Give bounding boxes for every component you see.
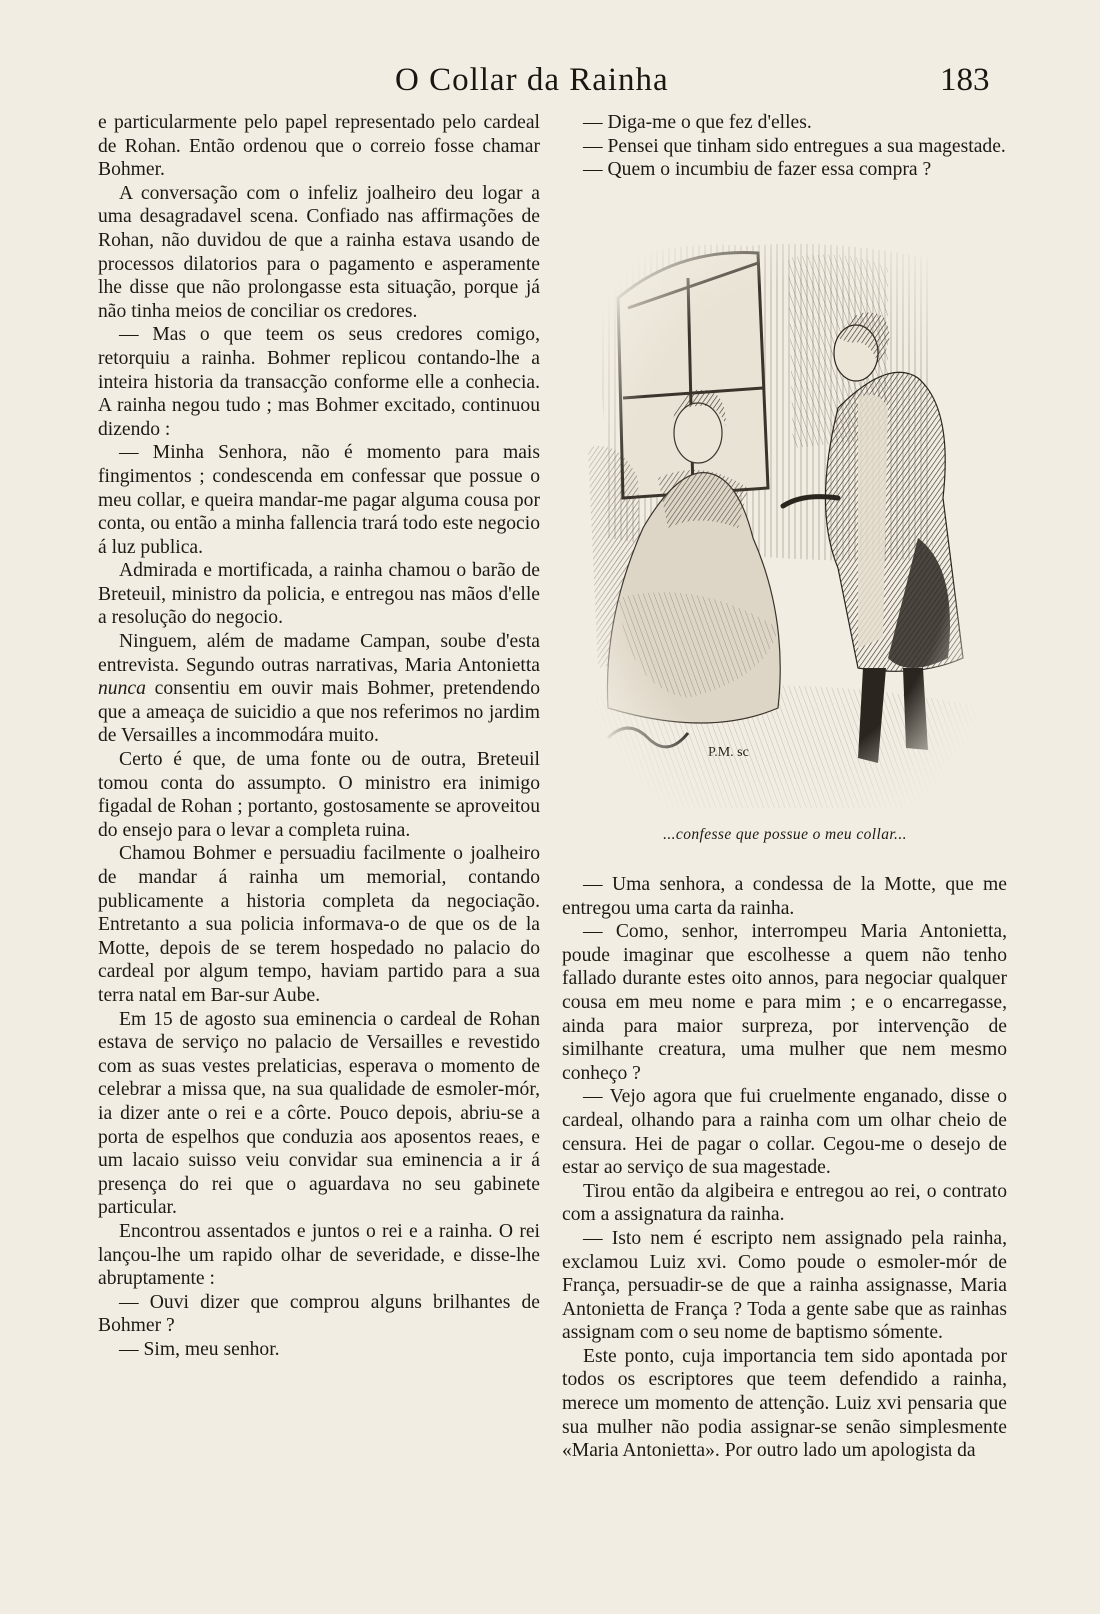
running-title: O Collar da Rainha [395,62,669,98]
paragraph-text: Ninguem, além de madame Campan, soube d'esta entrevista. Segundo outras narrativas, Maria Antonietta [98,631,540,676]
paragraph: — Pensei que tinham sido entregues a sua magestade. [583,135,1006,157]
paragraph: Chamou Bohmer e persuadiu facilmente o joalheiro de mandar á rainha um memorial, contando publicamente a historia completa da negociação. Entretanto a sua policia informava-o de que os de la Motte, depois de se terem hospedado no palacio do cardeal por algum tempo, haviam partido para a sua terra natal em Bar-sur Aube. [98,843,540,1006]
paragraph: — Sim, meu senhor. [119,1338,280,1360]
paragraph: — Ouvi dizer que comprou alguns brilhantes de Bohmer ? [98,1291,540,1337]
paragraph: Encontrou assentados e juntos o rei e a rainha. O rei lançou-lhe um rapido olhar de severidade, e disse-lhe abruptamente : [98,1220,540,1290]
paragraph: — Diga-me o que fez d'elles. [583,112,812,133]
paragraph: A conversação com o infeliz joalheiro deu logar a uma desagradavel scena. Confiado nas affirmações de Rohan, não duvidou de que a rainha estava usando de processos dilatorios para o pagamento e asperamente lhe disse que não prolongasse esta situação, porque já não tinha meios de conciliar os credores. [98,182,540,322]
paragraph [98,630,540,748]
paragraph: Em 15 de agosto sua eminencia o cardeal de Rohan estava de serviço no palacio de Versailles e revestido com as suas vestes prelaticias, esperava o momento de celebrar a missa que, na sua qualidade de esmoler-mór, ia dizer ante o rei e a côrte. Pouco depois, abriu-se a porta de espelhos que conduzia aos aposentos reaes, e um lacaio suisso veiu convidar sua eminencia a ir á presença do rei que o aguardava no seu gabinete particular. [98,1008,540,1219]
illustration-caption: ...confesse que possue o meu collar... [663,826,907,843]
paragraph: Tirou então da algibeira e entregou ao rei, o contrato com a assignatura da rainha. [562,1180,1007,1226]
page-number: 183 [940,62,990,98]
paragraph: — Uma senhora, a condessa de la Motte, que me entregou uma carta da rainha. [562,874,1007,919]
right-column-top [562,111,1007,182]
italic-word: nunca [98,678,146,700]
paragraph: — Quem o incumbiu de fazer essa compra ? [583,159,932,181]
engraving-illustration [588,238,988,808]
paragraph-text-cont: consentiu em ouvir mais Bohmer, pretendendo que a ameaça de suicidio a que nos referimos no jardim de Versailles a incommodára muito. [98,678,540,747]
paragraph: — Mas o que teem os seus credores comigo, retorquiu a rainha. Bohmer replicou contando-lhe a inteira historia da transacção conforme elle a conhecia. A rainha negou tudo ; mas Bohmer excitado, continuou dizendo : [98,324,540,440]
left-column [98,111,540,1361]
right-column-bottom [562,873,1007,1463]
paragraph: Admirada e mortificada, a rainha chamou o barão de Breteuil, ministro da policia, e entregou nas mãos d'elle a resolução do negocio. [98,560,540,629]
paragraph: Certo é que, de uma fonte ou de outra, Breteuil tomou conta do assumpto. O ministro era inimigo figadal de Rohan ; portanto, gostosamente se aproveitou do ensejo para o levar a completa ruina. [98,749,540,841]
paragraph: — Minha Senhora, não é momento para mais fingimentos ; condescenda em confessar que possue o meu collar, e queira mandar-me pagar alguma cousa por conta, ou então a minha fallencia trará todo este negocio á luz publica. [98,442,540,558]
paragraph: Este ponto, cuja importancia tem sido apontada por todos os escriptores que teem defendido a rainha, merece um momento de attenção. Luiz xvi pensaria que sua mulher não podia assignar-se senão simplesmente «Maria Antonietta». Por outro lado um apologista da [562,1345,1007,1462]
paragraph: — Vejo agora que fui cruelmente enganado, disse o cardeal, olhando para a rainha com um olhar cheio de censura. Hei de pagar o collar. Cegou-me o desejo de estar ao serviço de sua magestade. [562,1086,1007,1179]
paragraph: — Como, senhor, interrompeu Maria Antonietta, poude imaginar que escolhesse a quem não tenho fallado durante estes oito annos, para negociar qualquer cousa em meu nome e para mim ; e o encarregasse, ainda para maior surpreza, por intervenção de similhante creatura, uma mulher que nem mesmo conheço ? [562,921,1007,1084]
paragraph: — Isto nem é escripto nem assignado pela rainha, exclamou Luiz xvi. Como poude o esmoler-mór de França, persuadir-se de que a rainha assignasse, Maria Antonietta de França ? Toda a gente sabe que as rainhas assignam com o seu nome de baptismo sómente. [562,1227,1007,1344]
paragraph: e particularmente pelo papel representado pelo cardeal de Rohan. Então ordenou que o correio fosse chamar Bohmer. [98,112,540,181]
